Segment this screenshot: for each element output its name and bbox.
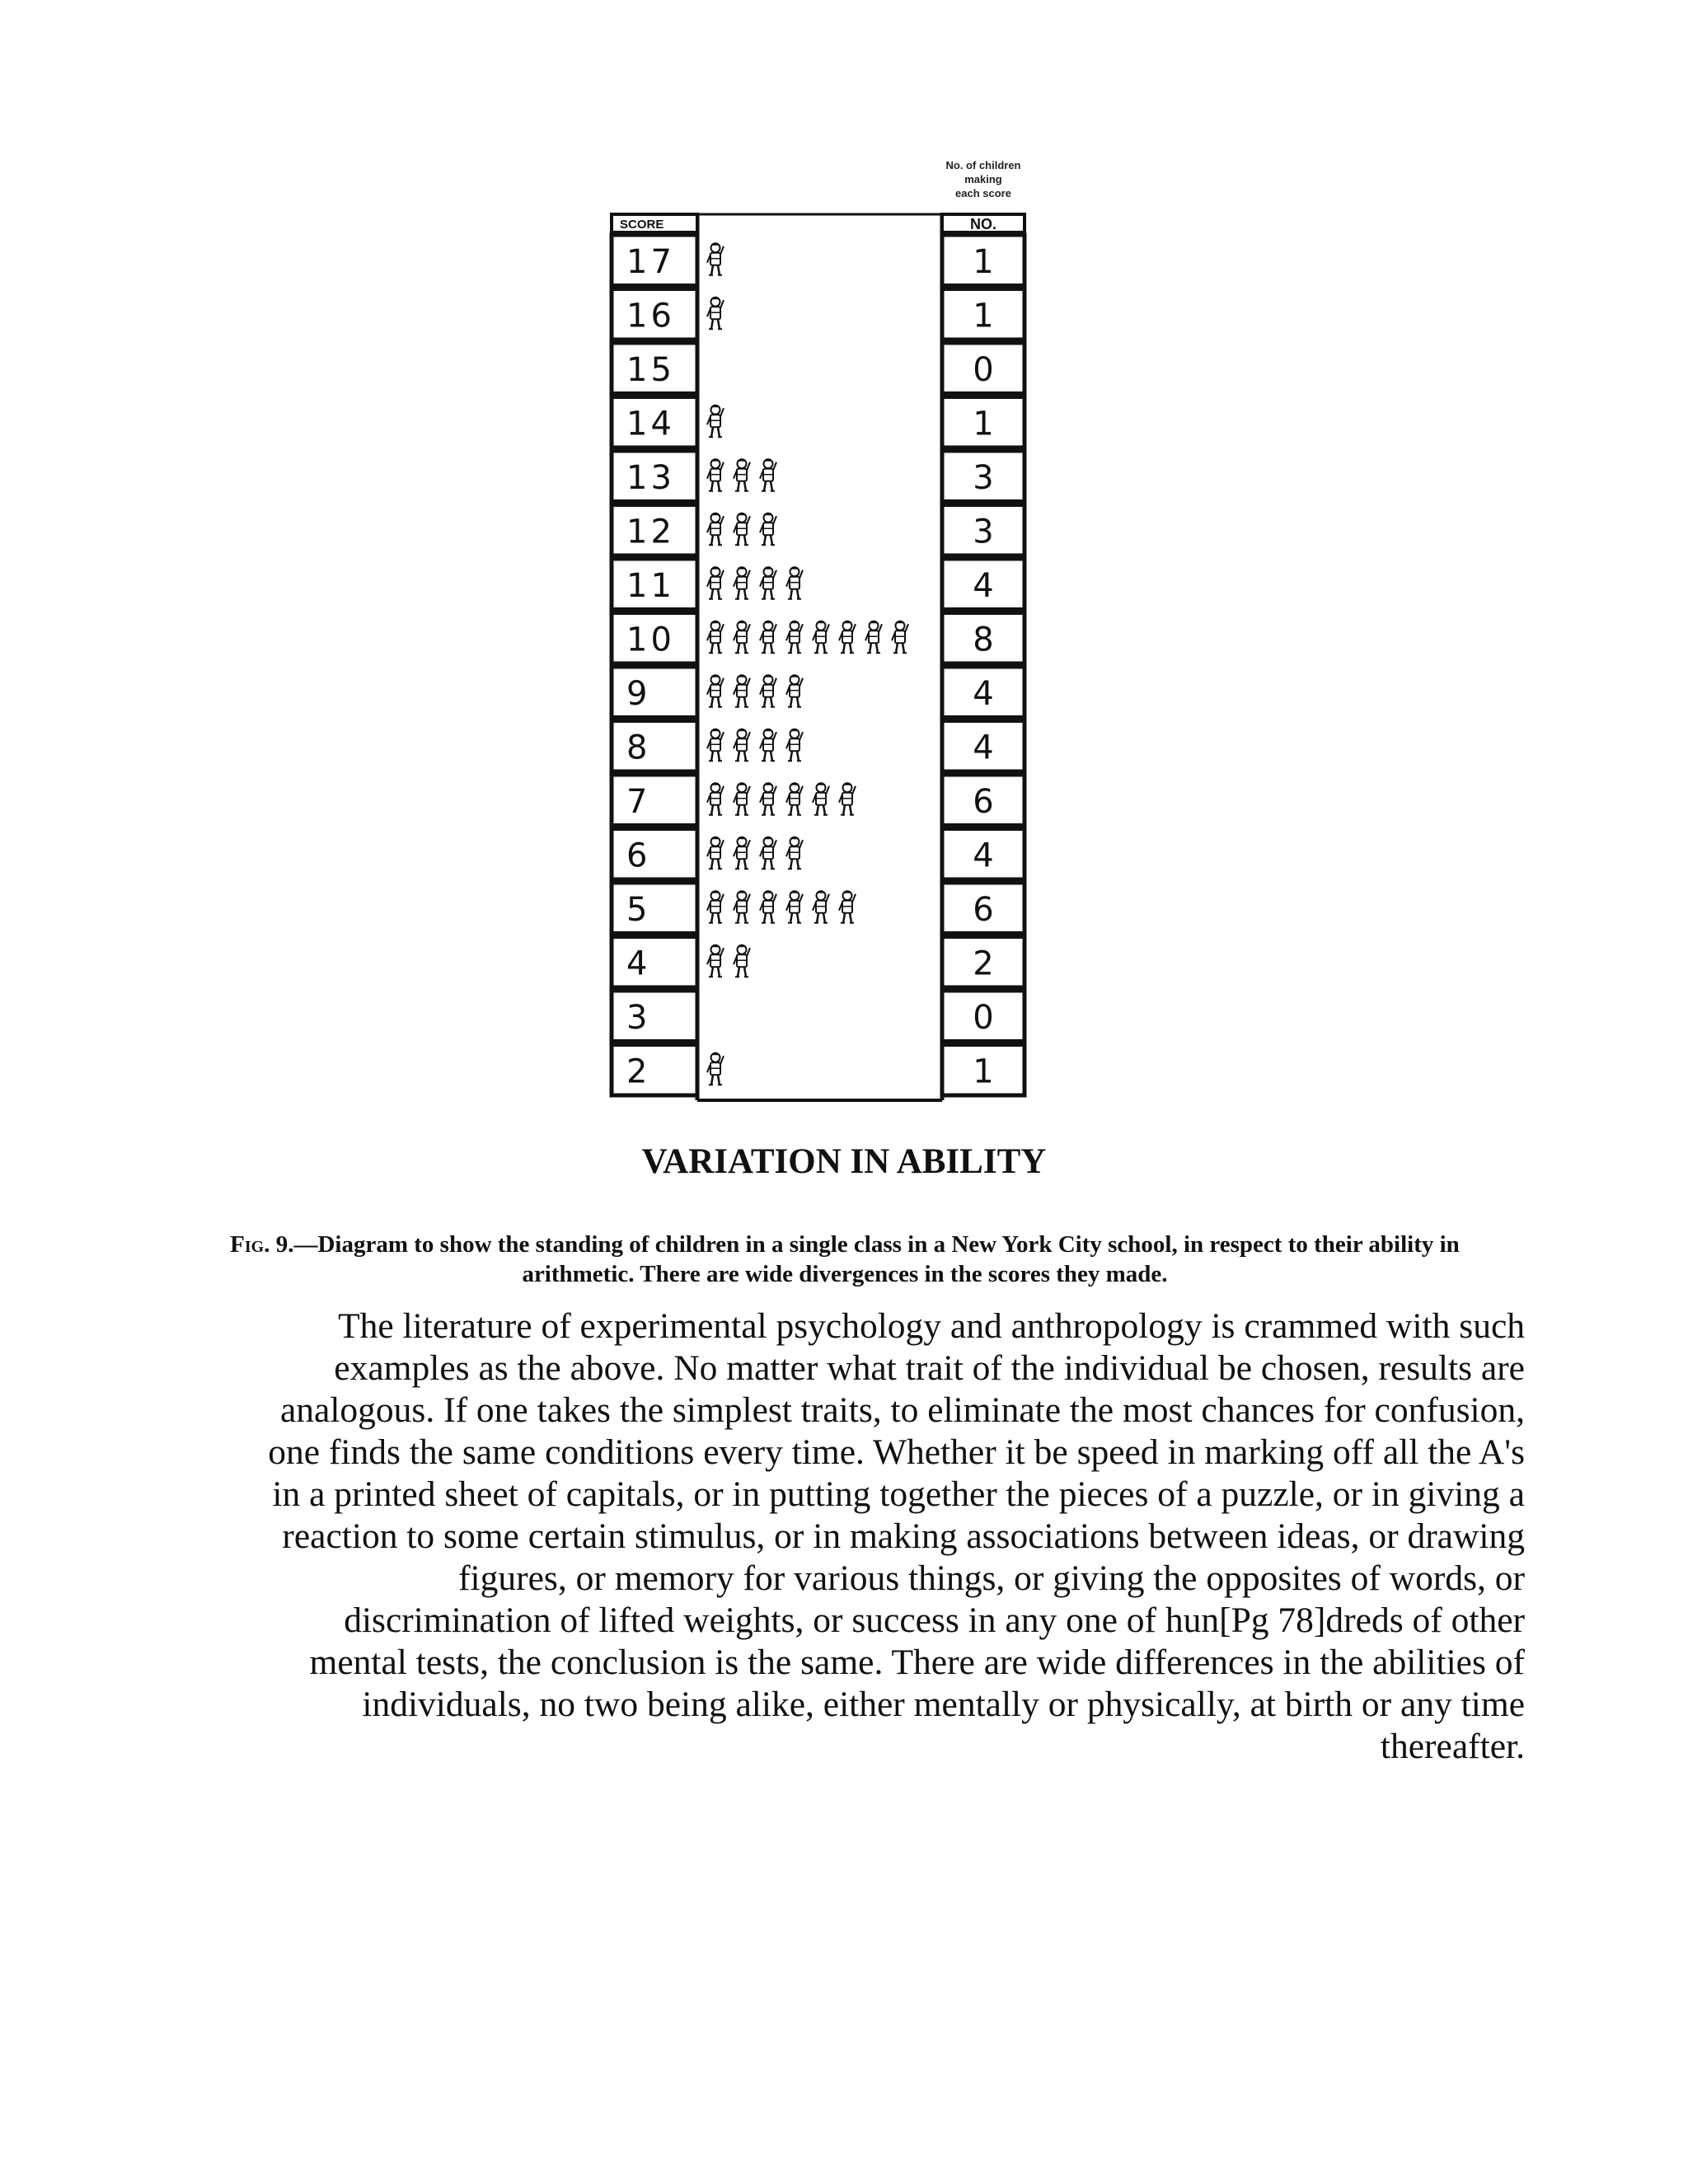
score-label: 3: [626, 998, 651, 1037]
body-line: The literature of experimental psychology and anthropology is crammed with such: [338, 1306, 1525, 1346]
child-icon: [707, 837, 724, 869]
score-box: [612, 829, 697, 880]
child-icon: [734, 567, 750, 599]
score-label: 2: [626, 1052, 651, 1091]
score-label: 13: [626, 458, 675, 497]
count-label: 4: [973, 674, 994, 713]
children-group: [707, 837, 803, 869]
score-distribution-diagram: [602, 157, 1063, 1146]
figure-label: Fig. 9.: [230, 1231, 294, 1258]
child-icon: [813, 783, 829, 815]
count-header: NO.: [969, 216, 997, 232]
child-icon: [760, 783, 776, 815]
score-box: [612, 667, 697, 718]
score-box: [612, 1045, 697, 1096]
child-icon: [839, 783, 856, 815]
score-label: 11: [626, 566, 675, 605]
child-icon: [734, 837, 750, 869]
score-label: 4: [626, 944, 651, 983]
child-icon: [760, 675, 776, 707]
child-icon: [839, 621, 856, 653]
score-row: [612, 775, 1025, 826]
count-label: 0: [973, 350, 994, 389]
score-box: [612, 775, 697, 826]
header-note-line: each score: [955, 187, 1011, 199]
score-label: 6: [626, 837, 651, 875]
score-label: 9: [626, 674, 651, 713]
count-label: 2: [973, 944, 994, 983]
child-icon: [760, 513, 776, 545]
children-group: [707, 243, 724, 275]
child-icon: [734, 729, 750, 761]
score-row: [612, 613, 1025, 664]
child-icon: [734, 891, 750, 923]
children-group: [707, 621, 908, 653]
score-row: [612, 883, 1025, 934]
child-icon: [734, 459, 750, 491]
score-row: [612, 505, 1025, 556]
body-line: one finds the same conditions every time. Whether it be speed in marking off all the A's: [268, 1432, 1525, 1472]
body-line: reaction to some certain stimulus, or in making associations between ideas, or drawing: [282, 1516, 1525, 1556]
child-icon: [839, 891, 856, 923]
count-header-note: [946, 159, 1021, 199]
body-line: analogous. If one takes the simplest traits, to eliminate the most chances for confusion,: [279, 1390, 1525, 1430]
child-icon: [760, 459, 776, 491]
count-label: 6: [973, 890, 994, 929]
children-group: [707, 891, 856, 923]
child-icon: [786, 675, 803, 707]
score-box: [612, 937, 697, 988]
child-icon: [734, 621, 750, 653]
child-icon: [786, 891, 803, 923]
score-label: 12: [626, 513, 675, 551]
count-label: 4: [973, 729, 994, 767]
child-icon: [760, 567, 776, 599]
child-icon: [786, 729, 803, 761]
figure-caption: [185, 1230, 1504, 1289]
child-icon: [865, 621, 882, 653]
child-icon: [707, 1052, 724, 1085]
body-line: individuals, no two being alike, either mentally or physically, at birth or any time: [362, 1685, 1525, 1724]
score-label: 17: [626, 242, 675, 281]
score-row: [612, 343, 1025, 394]
children-group: [707, 297, 724, 329]
body-line: mental tests, the conclusion is the same. There are wide differences in the abilities of: [309, 1643, 1525, 1682]
header-note-line: making: [964, 173, 1002, 185]
child-icon: [707, 243, 724, 275]
children-group: [707, 783, 856, 815]
body-line: thereafter.: [1380, 1727, 1525, 1766]
score-box: [612, 883, 697, 934]
children-group: [707, 1052, 724, 1085]
child-icon: [707, 405, 724, 437]
child-icon: [760, 891, 776, 923]
child-icon: [760, 837, 776, 869]
count-label: 1: [973, 1052, 994, 1091]
child-icon: [734, 944, 750, 977]
child-icon: [707, 729, 724, 761]
child-icon: [734, 513, 750, 545]
score-box: [612, 991, 697, 1042]
child-icon: [892, 621, 908, 653]
child-icon: [734, 783, 750, 815]
child-icon: [760, 729, 776, 761]
count-label: 6: [973, 782, 994, 821]
figure-caption-text: —Diagram to show the standing of children in a single class in a New York City school, in respect to their ability in arithmetic. There are wide divergences in the scores they made.: [293, 1231, 1460, 1287]
body-paragraph: [173, 1305, 1525, 1768]
child-icon: [734, 675, 750, 707]
children-group: [707, 729, 803, 761]
score-box: [612, 721, 697, 772]
children-group: [707, 513, 776, 545]
body-line: discrimination of lifted weights, or success in any one of hun[Pg 78]dreds of other: [344, 1601, 1525, 1640]
body-line: examples as the above. No matter what trait of the individual be chosen, results are: [334, 1348, 1525, 1388]
count-label: 0: [973, 998, 994, 1037]
score-row: [612, 451, 1025, 502]
score-row: [612, 397, 1025, 448]
child-icon: [707, 675, 724, 707]
children-group: [707, 675, 803, 707]
count-label: 1: [973, 297, 994, 335]
child-icon: [707, 297, 724, 329]
children-group: [707, 567, 803, 599]
score-row: [612, 667, 1025, 718]
child-icon: [707, 891, 724, 923]
child-icon: [786, 837, 803, 869]
figure-title: VARIATION IN ABILITY: [641, 1142, 1047, 1181]
child-icon: [707, 459, 724, 491]
child-icon: [813, 621, 829, 653]
score-row: [612, 235, 1025, 286]
body-line: figures, or memory for various things, or giving the opposites of words, or: [458, 1558, 1525, 1598]
child-icon: [786, 783, 803, 815]
score-label: 8: [626, 729, 651, 767]
header-note-line: No. of children: [945, 159, 1021, 171]
score-label: 7: [626, 782, 651, 821]
child-icon: [707, 513, 724, 545]
count-label: 4: [973, 566, 994, 605]
child-icon: [786, 567, 803, 599]
score-label: 10: [626, 621, 675, 659]
count-label: 1: [973, 242, 994, 281]
child-icon: [760, 621, 776, 653]
score-row: [612, 1045, 1025, 1096]
count-label: 1: [973, 405, 994, 443]
child-icon: [786, 621, 803, 653]
score-header: SCORE: [620, 218, 664, 232]
score-distribution-figure: [602, 157, 1063, 1146]
children-group: [707, 405, 724, 437]
children-group: [707, 944, 750, 977]
score-row: [612, 559, 1025, 610]
count-label: 8: [973, 621, 994, 659]
score-label: 15: [626, 350, 675, 389]
child-icon: [707, 567, 724, 599]
count-label: 3: [973, 513, 994, 551]
score-label: 14: [626, 405, 675, 443]
body-line: in a printed sheet of capitals, or in putting together the pieces of a puzzle, or in giving a: [272, 1474, 1525, 1514]
child-icon: [707, 783, 724, 815]
score-label: 5: [626, 890, 651, 929]
score-row: [612, 289, 1025, 340]
score-rows: [612, 235, 1025, 1095]
score-row: [612, 937, 1025, 988]
score-row: [612, 829, 1025, 880]
child-icon: [707, 944, 724, 977]
child-icon: [707, 621, 724, 653]
score-row: [612, 721, 1025, 772]
count-label: 3: [973, 458, 994, 497]
score-label: 16: [626, 297, 675, 335]
score-row: [612, 991, 1025, 1042]
child-icon: [813, 891, 829, 923]
count-label: 4: [973, 837, 994, 875]
children-group: [707, 459, 776, 491]
